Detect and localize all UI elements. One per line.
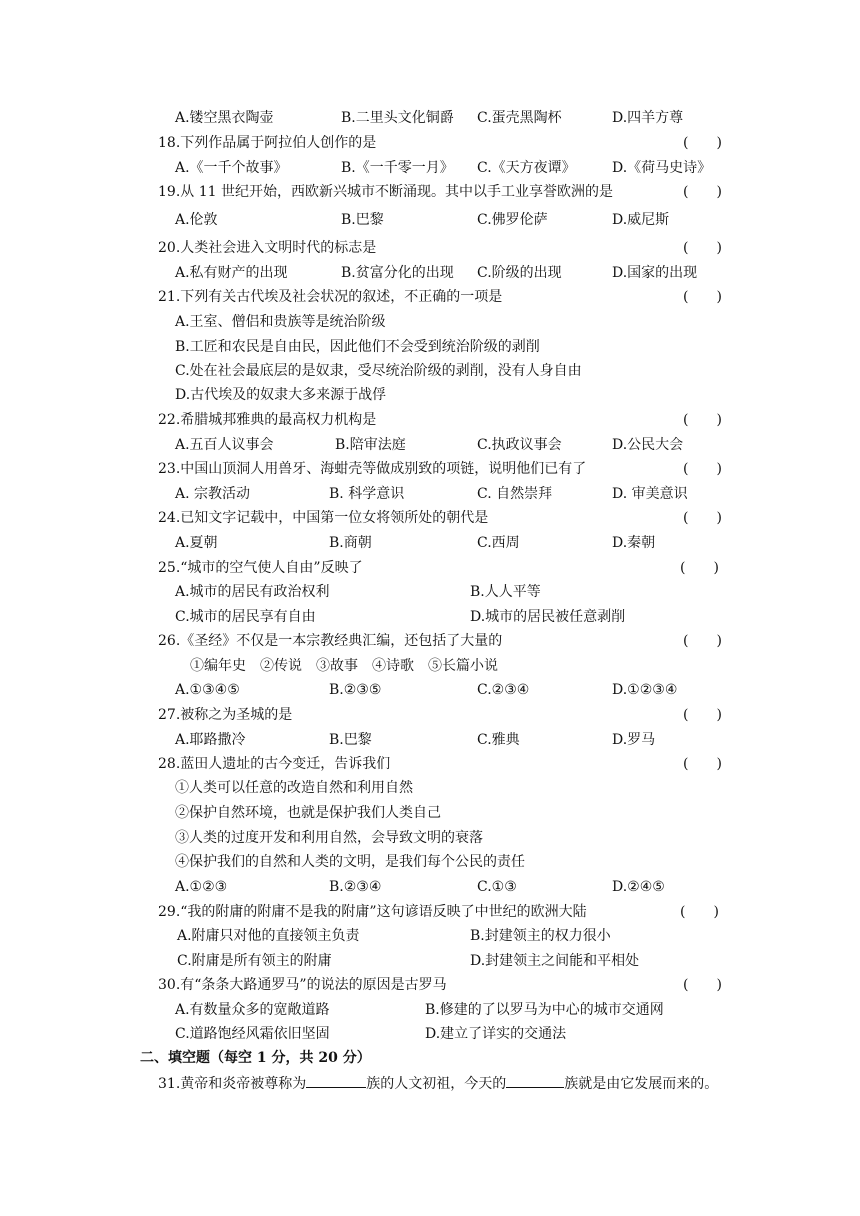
q29-option-b: B.封建领主的权力很小	[470, 928, 611, 944]
q25-option-b: B.人人平等	[470, 584, 541, 600]
q27-option-d: D.罗马	[612, 732, 656, 748]
q23-option-c: C. 自然崇拜	[477, 486, 553, 502]
q17-option-d: D.四羊方尊	[612, 110, 684, 126]
q28-statement-4: ④保护我们的自然和人类的文明，是我们每个公民的责任	[175, 854, 525, 870]
q30-option-b: B.修建的了以罗马为中心的城市交通网	[425, 1002, 664, 1018]
q23-answer-paren: ( )	[683, 461, 722, 477]
q24-option-d: D.秦朝	[612, 535, 656, 551]
q28-option-c: C.①③	[477, 879, 517, 895]
q28-option-d: D.②④⑤	[612, 879, 665, 895]
q31-part1: 31.黄帝和炎帝被尊称为	[158, 1076, 307, 1092]
q17-option-c: C.蛋壳黑陶杯	[477, 110, 562, 126]
q28-statement-1: ①人类可以任意的改造自然和利用自然	[175, 780, 413, 796]
q20-option-a: A.私有财产的出现	[175, 265, 288, 281]
q30-answer-paren: ( )	[683, 977, 722, 993]
q27-option-b: B.巴黎	[329, 732, 372, 748]
q29-option-c: C.附庸是所有领主的附庸	[177, 953, 332, 969]
q26-stem: 26.《圣经》不仅是一本宗教经典汇编，还包括了大量的	[158, 633, 503, 649]
q18-option-d: D.《荷马史诗》	[612, 160, 712, 176]
q22-stem: 22.希腊城邦雅典的最高权力机构是	[158, 412, 377, 428]
q21-option-a: A.王室、僧侣和贵族等是统治阶级	[175, 314, 386, 330]
q21-option-c: C.处在社会最底层的是奴隶，受尽统治阶级的剥削，没有人身自由	[175, 363, 582, 379]
q28-stem: 28.蓝田人遗址的古今变迁，告诉我们	[158, 756, 391, 772]
q28-option-a: A.①②③	[175, 879, 228, 895]
q29-stem: 29.“我的附庸的附庸不是我的附庸”这句谚语反映了中世纪的欧洲大陆	[158, 904, 587, 920]
q31-blank-1[interactable]	[306, 1073, 366, 1088]
q24-option-c: C.西周	[477, 535, 520, 551]
q28-answer-paren: ( )	[683, 756, 722, 772]
q19-answer-paren: ( )	[683, 184, 722, 200]
q30-option-d: D.建立了详实的交通法	[425, 1026, 567, 1042]
q21-stem: 21.下列有关古代埃及社会状况的叙述，不正确的一项是	[158, 289, 503, 305]
q25-option-c: C.城市的居民享有自由	[175, 609, 316, 625]
q22-option-b: B.陪审法庭	[335, 437, 406, 453]
q31-line	[158, 1073, 718, 1093]
q22-option-a: A.五百人议事会	[175, 437, 274, 453]
q31-blank-2[interactable]	[506, 1073, 564, 1088]
q29-answer-paren: ( )	[680, 904, 719, 920]
q26-option-d: D.①②③④	[612, 682, 678, 698]
q23-option-a: A. 宗教活动	[175, 486, 251, 502]
q21-option-b: B.工匠和农民是自由民，因此他们不会受到统治阶级的剥削	[175, 339, 540, 355]
q22-option-d: D.公民大会	[612, 437, 684, 453]
q23-stem: 23.中国山顶洞人用兽牙、海蚶壳等做成别致的项链，说明他们已有了	[158, 461, 587, 477]
q17-option-a: A.镂空黑衣陶壶	[175, 110, 274, 126]
q28-option-b: B.②③④	[329, 879, 382, 895]
q25-option-a: A.城市的居民有政治权利	[175, 584, 330, 600]
q24-option-b: B.商朝	[329, 535, 372, 551]
q26-option-a: A.①③④⑤	[175, 682, 240, 698]
q18-option-c: C.《天方夜谭》	[477, 160, 576, 176]
q27-option-c: C.雅典	[477, 732, 520, 748]
q30-stem: 30.有“条条大路通罗马”的说法的原因是古罗马	[158, 977, 447, 993]
q27-option-a: A.耶路撒冷	[175, 732, 246, 748]
q20-option-b: B.贫富分化的出现	[341, 265, 454, 281]
q28-statement-2: ②保护自然环境，也就是保护我们人类自己	[175, 805, 441, 821]
q25-option-d: D.城市的居民被任意剥削	[470, 609, 626, 625]
q26-answer-paren: ( )	[683, 633, 722, 649]
q21-option-d: D.古代埃及的奴隶大多来源于战俘	[175, 387, 387, 403]
q20-stem: 20.人类社会进入文明时代的标志是	[158, 240, 377, 256]
q18-option-b: B.《一千零一月》	[341, 160, 454, 176]
q29-option-a: A.附庸只对他的直接领主负责	[177, 928, 360, 944]
q17-option-b: B.二里头文化铜爵	[341, 110, 454, 126]
q22-answer-paren: ( )	[683, 412, 722, 428]
q27-stem: 27.被称之为圣城的是	[158, 707, 293, 723]
q26-option-b: B.②③⑤	[329, 682, 382, 698]
q20-answer-paren: ( )	[683, 240, 722, 256]
q19-stem: 19.从 11 世纪开始，西欧新兴城市不断涌现。其中以手工业享誉欧洲的是	[158, 184, 613, 200]
q18-answer-paren: ( )	[683, 135, 722, 151]
q18-stem: 18.下列作品属于阿拉伯人创作的是	[158, 135, 377, 151]
q26-option-c: C.②③④	[477, 682, 530, 698]
q23-option-d: D. 审美意识	[612, 486, 688, 502]
q25-stem: 25.“城市的空气使人自由”反映了	[158, 560, 363, 576]
q25-answer-paren: ( )	[680, 560, 719, 576]
q19-option-c: C.佛罗伦萨	[477, 212, 548, 228]
q19-option-d: D.威尼斯	[612, 212, 670, 228]
q19-option-b: B.巴黎	[341, 212, 384, 228]
q30-option-a: A.有数量众多的宽敞道路	[175, 1002, 330, 1018]
q29-option-d: D.封建领主之间能和平相处	[470, 953, 640, 969]
q24-answer-paren: ( )	[683, 510, 722, 526]
q19-option-a: A.伦敦	[175, 212, 218, 228]
q20-option-d: D.国家的出现	[612, 265, 698, 281]
q18-option-a: A.《一千个故事》	[175, 160, 288, 176]
q26-items: ①编年史 ②传说 ③故事 ④诗歌 ⑤长篇小说	[190, 658, 498, 674]
q31-part2: 族的人文初祖，今天的	[366, 1076, 507, 1092]
q23-option-b: B. 科学意识	[329, 486, 405, 502]
q28-statement-3: ③人类的过度开发和利用自然，会导致文明的衰落	[175, 830, 483, 846]
q31-part3: 族就是由它发展而来的。	[564, 1076, 719, 1092]
q21-answer-paren: ( )	[683, 289, 722, 305]
q24-stem: 24.已知文字记载中，中国第一位女将领所处的朝代是	[158, 510, 489, 526]
q30-option-c: C.道路饱经风霜依旧坚固	[175, 1026, 330, 1042]
q27-answer-paren: ( )	[683, 707, 722, 723]
q20-option-c: C.阶级的出现	[477, 265, 562, 281]
q22-option-c: C.执政议事会	[477, 437, 562, 453]
section-2-title: 二、填空题（每空 1 分，共 20 分）	[140, 1050, 371, 1066]
q24-option-a: A.夏朝	[175, 535, 218, 551]
